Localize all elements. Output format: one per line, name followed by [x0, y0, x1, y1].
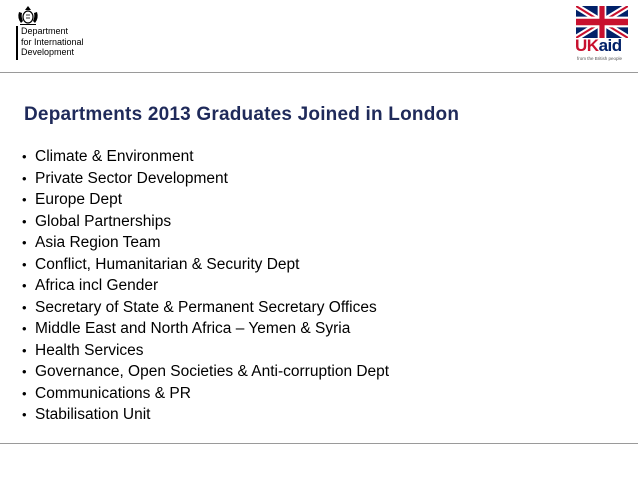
list-item [20, 254, 389, 276]
slide-title: Departments 2013 Graduates Joined in London [24, 104, 460, 125]
dfid-logo-text [21, 26, 84, 58]
bullet-icon: • [22, 385, 27, 401]
royal-crest-icon [16, 4, 40, 26]
footer-divider [0, 443, 638, 444]
list-item [20, 168, 389, 190]
bullet-icon: • [22, 407, 27, 422]
list-item-label: Governance, Open Societies & Anti-corruption Dept [35, 363, 390, 380]
list-item [20, 189, 389, 211]
bullet-icon: • [22, 299, 27, 315]
ukaid-aid-text: aid [598, 36, 622, 55]
list-item-label: Global Partnerships [35, 212, 172, 230]
list-item-label: Climate & Environment [35, 148, 194, 165]
dfid-line-3: Development [21, 47, 75, 57]
bullet-icon: • [22, 278, 27, 293]
list-item-label: Private Sector Development [35, 169, 228, 187]
list-item-label: Stabilisation Unit [35, 406, 151, 423]
bullet-icon: • [22, 149, 27, 164]
list-item-label: Europe Dept [35, 191, 123, 208]
ukaid-tagline: from the British people [577, 56, 623, 61]
bullet-icon: • [22, 342, 27, 358]
bullet-icon: • [22, 364, 27, 379]
list-item-label: Middle East and North Africa – Yemen & Syria [35, 320, 351, 337]
list-item-label: Africa incl Gender [35, 277, 159, 294]
list-item-label: Secretary of State & Permanent Secretary Offices [35, 298, 377, 316]
list-item [20, 275, 389, 297]
dfid-logo-bar [16, 26, 18, 60]
bullet-icon: • [22, 192, 27, 207]
list-item [20, 340, 389, 362]
list-item [20, 318, 389, 340]
dfid-line-1: Department [21, 26, 69, 36]
bullet-icon: • [22, 235, 27, 250]
list-item-label: Communications & PR [35, 384, 191, 402]
ukaid-logo [572, 6, 632, 64]
bullet-icon: • [22, 321, 27, 336]
bullet-icon: • [22, 170, 27, 186]
list-item [20, 146, 389, 168]
union-flag-icon [576, 6, 628, 38]
list-item [20, 404, 389, 426]
list-item [20, 361, 389, 383]
ukaid-wordmark [575, 37, 622, 55]
department-list [20, 146, 389, 426]
bullet-icon: • [22, 256, 27, 272]
bullet-icon: • [22, 213, 27, 229]
list-item-label: Health Services [35, 341, 144, 359]
list-item [20, 232, 389, 254]
dfid-line-2: for International [21, 36, 84, 47]
list-item [20, 211, 389, 233]
list-item [20, 297, 389, 319]
list-item [20, 383, 389, 405]
list-item-label: Conflict, Humanitarian & Security Dept [35, 255, 300, 273]
header-divider [0, 72, 638, 73]
list-item-label: Asia Region Team [35, 234, 161, 251]
ukaid-uk-text: UK [575, 36, 599, 55]
dfid-logo [10, 4, 100, 64]
